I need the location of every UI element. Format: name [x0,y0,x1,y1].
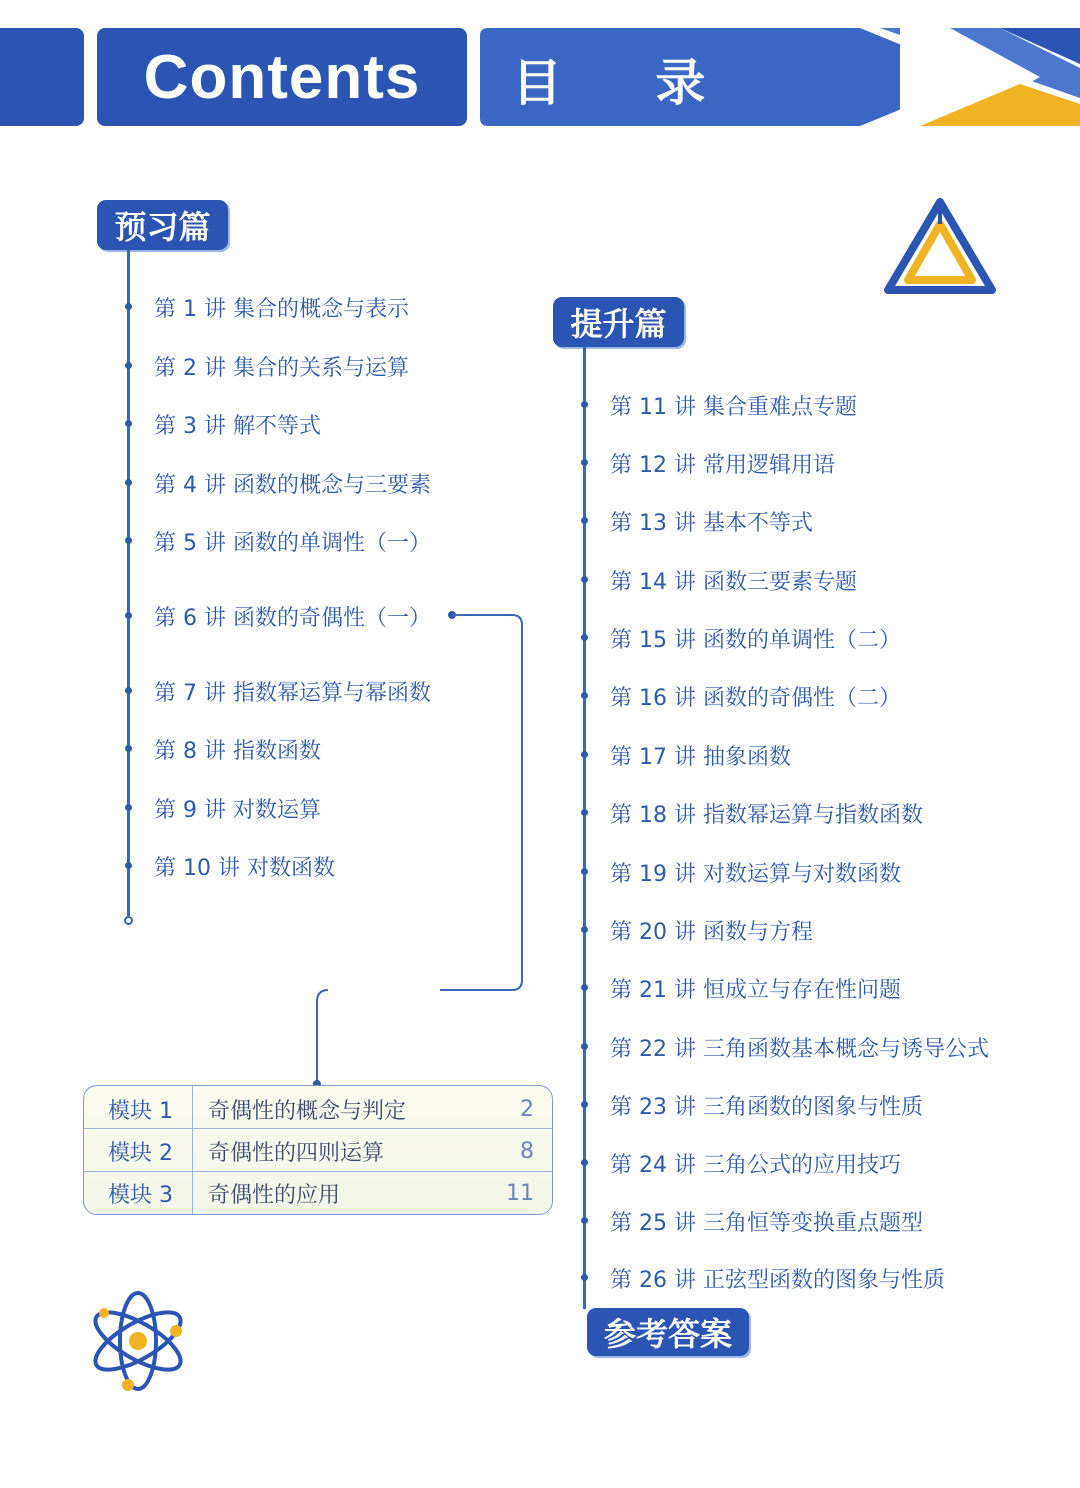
preview-dot [125,479,132,486]
advance-dot [581,809,588,816]
advance-item-12[interactable]: 第 12 讲 常用逻辑用语 [610,453,835,478]
advance-item-19[interactable]: 第 19 讲 对数运算与对数函数 [610,862,901,887]
advance-item-21[interactable]: 第 21 讲 恒成立与存在性问题 [610,978,901,1003]
preview-item-4[interactable]: 第 4 讲 函数的概念与三要素 [154,473,431,498]
preview-dot [125,303,132,310]
atom-icon [86,1285,190,1397]
advance-dot [581,1043,588,1050]
advance-item-20[interactable]: 第 20 讲 函数与方程 [610,920,813,945]
advance-item-15[interactable]: 第 15 讲 函数的单调性（二） [610,628,901,653]
preview-timeline-end [124,916,133,925]
advance-dot [581,517,588,524]
module-title: 奇偶性的应用 [208,1182,341,1208]
module-label: 模块 3 [108,1182,173,1208]
advance-dot [581,1217,588,1224]
advance-dot [581,1274,588,1281]
module-table [83,1085,553,1215]
advance-tag: 提升篇 [553,297,684,347]
preview-tag: 预习篇 [97,200,228,250]
preview-item-9[interactable]: 第 9 讲 对数运算 [154,798,321,823]
module-row-divider [84,1128,552,1129]
module-title: 奇偶性的概念与判定 [208,1098,407,1124]
advance-item-11[interactable]: 第 11 讲 集合重难点专题 [610,395,857,420]
advance-item-17[interactable]: 第 17 讲 抽象函数 [610,745,791,770]
advance-item-26[interactable]: 第 26 讲 正弦型函数的图象与性质 [610,1268,945,1293]
preview-item-3[interactable]: 第 3 讲 解不等式 [154,414,321,439]
advance-dot [581,1159,588,1166]
preview-item-7[interactable]: 第 7 讲 指数幂运算与幂函数 [154,681,431,706]
module-row-2[interactable] [84,1130,552,1172]
module-label: 模块 1 [108,1098,173,1124]
advance-item-25[interactable]: 第 25 讲 三角恒等变换重点题型 [610,1211,923,1236]
advance-dot [581,751,588,758]
answers-tag[interactable]: 参考答案 [587,1308,749,1356]
preview-dot [125,420,132,427]
module-page: 11 [506,1180,534,1206]
advance-dot [581,576,588,583]
preview-item-10[interactable]: 第 10 讲 对数函数 [154,856,335,881]
module-page: 2 [520,1096,534,1122]
advance-dot [581,401,588,408]
advance-dot [581,1101,588,1108]
preview-item-6[interactable]: 第 6 讲 函数的奇偶性（一） [154,606,431,631]
advance-dot [581,868,588,875]
advance-item-23[interactable]: 第 23 讲 三角函数的图象与性质 [610,1095,923,1120]
preview-dot [125,745,132,752]
module-label: 模块 2 [108,1140,173,1166]
preview-dot [125,687,132,694]
advance-item-16[interactable]: 第 16 讲 函数的奇偶性（二） [610,686,901,711]
header-left-block [0,28,84,126]
module-page: 8 [520,1138,534,1164]
advance-item-14[interactable]: 第 14 讲 函数三要素专题 [610,570,857,595]
preview-item-5[interactable]: 第 5 讲 函数的单调性（一） [154,531,431,556]
module-title: 奇偶性的四则运算 [208,1140,385,1166]
preview-item-8[interactable]: 第 8 讲 指数函数 [154,739,321,764]
contents-title: Contents [97,28,467,126]
mulu-title: 目 录 [512,54,744,112]
advance-item-13[interactable]: 第 13 讲 基本不等式 [610,511,813,536]
advance-dot [581,984,588,991]
advance-dot [581,459,588,466]
preview-dot [125,362,132,369]
module-connector-drop [300,980,330,1090]
preview-item-2[interactable]: 第 2 讲 集合的关系与运算 [154,356,409,381]
advance-dot [581,926,588,933]
module-connector [440,600,540,1100]
module-row-1[interactable] [84,1088,552,1130]
penrose-triangle-icon [884,198,996,298]
preview-timeline [127,250,130,916]
preview-dot [125,804,132,811]
preview-dot [125,537,132,544]
preview-dot [125,612,132,619]
advance-dot [581,692,588,699]
preview-item-1[interactable]: 第 1 讲 集合的概念与表示 [154,297,409,322]
advance-dot [581,634,588,641]
preview-dot [125,862,132,869]
advance-item-22[interactable]: 第 22 讲 三角函数基本概念与诱导公式 [610,1037,989,1062]
advance-item-18[interactable]: 第 18 讲 指数幂运算与指数函数 [610,803,923,828]
module-row-3[interactable] [84,1172,552,1214]
advance-item-24[interactable]: 第 24 讲 三角公式的应用技巧 [610,1153,901,1178]
